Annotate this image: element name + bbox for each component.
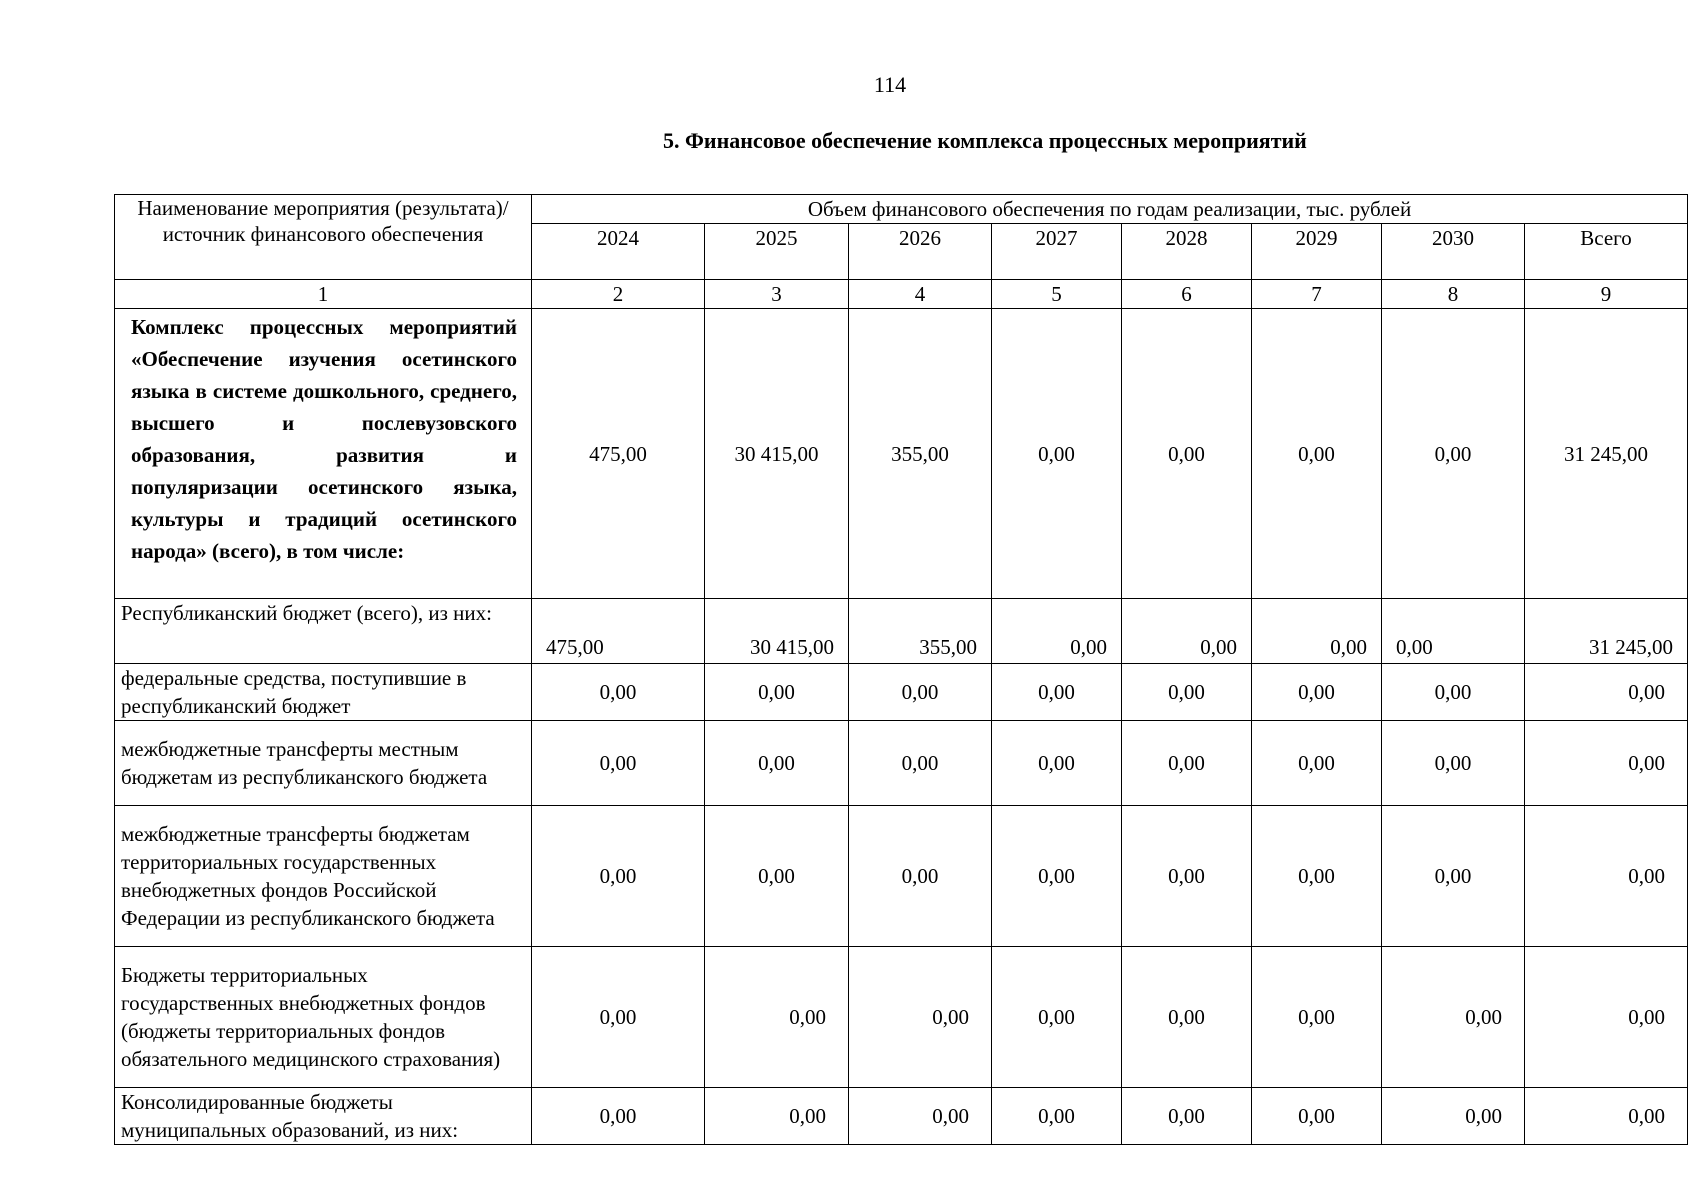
- cell-value: 0,00: [1382, 664, 1525, 721]
- cell-value: 31 245,00: [1525, 309, 1688, 599]
- cell-value: 0,00: [1252, 1088, 1382, 1145]
- cell-value: 0,00: [992, 947, 1122, 1088]
- row-name: федеральные средства, поступившие в республиканский бюджет: [115, 664, 532, 721]
- cell-value: 0,00: [1382, 806, 1525, 947]
- cell-value: 0,00: [705, 806, 849, 947]
- table-row: [115, 721, 1688, 806]
- cell-value: 0,00: [849, 664, 992, 721]
- row-name: Республиканский бюджет (всего), из них:: [115, 599, 532, 664]
- cell-value: 0,00: [992, 309, 1122, 599]
- table-row: [115, 947, 1688, 1088]
- cell-value: 0,00: [992, 721, 1122, 806]
- column-index-row: [115, 280, 1688, 309]
- row-name: Комплекс процессных мероприятий «Обеспечение изучения осетинского языка в системе дошкольного, среднего, высшего и послевузовского образования, развития и популяризации осетинского языка, культуры и традиций осетинского народа» (всего), в том числе:: [115, 309, 532, 599]
- cell-value: 0,00: [532, 721, 705, 806]
- financing-table: [114, 194, 1688, 1145]
- cell-value: 30 415,00: [705, 309, 849, 599]
- year-header: 2028: [1122, 224, 1252, 280]
- cell-value: 0,00: [1525, 721, 1688, 806]
- table-row: [115, 309, 1688, 599]
- column-index: 2: [532, 280, 705, 309]
- cell-value: 0,00: [1122, 664, 1252, 721]
- year-header: 2027: [992, 224, 1122, 280]
- cell-value: 0,00: [705, 721, 849, 806]
- row-name: межбюджетные трансферты бюджетам территориальных государственных внебюджетных фондов Российской Федерации из республиканского бюджета: [115, 806, 532, 947]
- header-row: [115, 195, 1688, 224]
- cell-value: 0,00: [1252, 806, 1382, 947]
- column-index: 5: [992, 280, 1122, 309]
- cell-value: 31 245,00: [1525, 599, 1688, 664]
- cell-value: 0,00: [1525, 664, 1688, 721]
- table-row: [115, 599, 1688, 664]
- cell-value: 0,00: [1525, 947, 1688, 1088]
- column-index: 4: [849, 280, 992, 309]
- table-row: [115, 664, 1688, 721]
- cell-value: 0,00: [992, 664, 1122, 721]
- cell-value: 0,00: [992, 1088, 1122, 1145]
- cell-value: 0,00: [849, 1088, 992, 1145]
- column-index: 7: [1252, 280, 1382, 309]
- column-index: 8: [1382, 280, 1525, 309]
- cell-value: 0,00: [705, 1088, 849, 1145]
- cell-value: 0,00: [1122, 806, 1252, 947]
- cell-value: 0,00: [1252, 309, 1382, 599]
- cell-value: 475,00: [532, 599, 705, 664]
- cell-value: 0,00: [532, 947, 705, 1088]
- column-index: 3: [705, 280, 849, 309]
- cell-value: 0,00: [849, 806, 992, 947]
- cell-value: 0,00: [1382, 1088, 1525, 1145]
- cell-value: 0,00: [532, 806, 705, 947]
- year-header: 2030: [1382, 224, 1525, 280]
- year-header: 2024: [532, 224, 705, 280]
- page-number: 114: [873, 72, 907, 97]
- row-name: межбюджетные трансферты местным бюджетам из республиканского бюджета: [115, 721, 532, 806]
- cell-value: 0,00: [992, 806, 1122, 947]
- cell-value: 0,00: [849, 947, 992, 1088]
- row-name: Бюджеты территориальных государственных внебюджетных фондов (бюджеты территориальных фондов обязательного медицинского страхования): [115, 947, 532, 1088]
- column-index: 1: [115, 280, 532, 309]
- table-row: [115, 1088, 1688, 1145]
- cell-value: 0,00: [1252, 664, 1382, 721]
- cell-value: 0,00: [705, 947, 849, 1088]
- cell-value: 0,00: [532, 1088, 705, 1145]
- cell-value: 0,00: [705, 664, 849, 721]
- volume-header: Объем финансового обеспечения по годам реализации, тыс. рублей: [532, 195, 1688, 224]
- cell-value: 0,00: [1525, 806, 1688, 947]
- cell-value: 0,00: [1525, 1088, 1688, 1145]
- cell-value: 0,00: [1122, 947, 1252, 1088]
- cell-value: 0,00: [1122, 599, 1252, 664]
- cell-value: 0,00: [1382, 599, 1525, 664]
- cell-value: 0,00: [1122, 309, 1252, 599]
- cell-value: 355,00: [849, 599, 992, 664]
- cell-value: 0,00: [1382, 721, 1525, 806]
- year-header: 2026: [849, 224, 992, 280]
- cell-value: 0,00: [1252, 721, 1382, 806]
- name-column-header: Наименование мероприятия (результата)/источник финансового обеспечения: [115, 195, 532, 280]
- cell-value: 0,00: [992, 599, 1122, 664]
- cell-value: 355,00: [849, 309, 992, 599]
- cell-value: 0,00: [849, 721, 992, 806]
- column-index: 9: [1525, 280, 1688, 309]
- row-name: Консолидированные бюджеты муниципальных образований, из них:: [115, 1088, 532, 1145]
- year-header: 2029: [1252, 224, 1382, 280]
- section-title: 5. Финансовое обеспечение комплекса процессных мероприятий: [663, 128, 1307, 153]
- column-index: 6: [1122, 280, 1252, 309]
- cell-value: 0,00: [532, 664, 705, 721]
- table-row: [115, 806, 1688, 947]
- cell-value: 0,00: [1122, 721, 1252, 806]
- cell-value: 0,00: [1122, 1088, 1252, 1145]
- year-header: 2025: [705, 224, 849, 280]
- total-header: Всего: [1525, 224, 1688, 280]
- cell-value: 0,00: [1382, 947, 1525, 1088]
- cell-value: 0,00: [1252, 599, 1382, 664]
- cell-value: 475,00: [532, 309, 705, 599]
- cell-value: 0,00: [1252, 947, 1382, 1088]
- cell-value: 0,00: [1382, 309, 1525, 599]
- cell-value: 30 415,00: [705, 599, 849, 664]
